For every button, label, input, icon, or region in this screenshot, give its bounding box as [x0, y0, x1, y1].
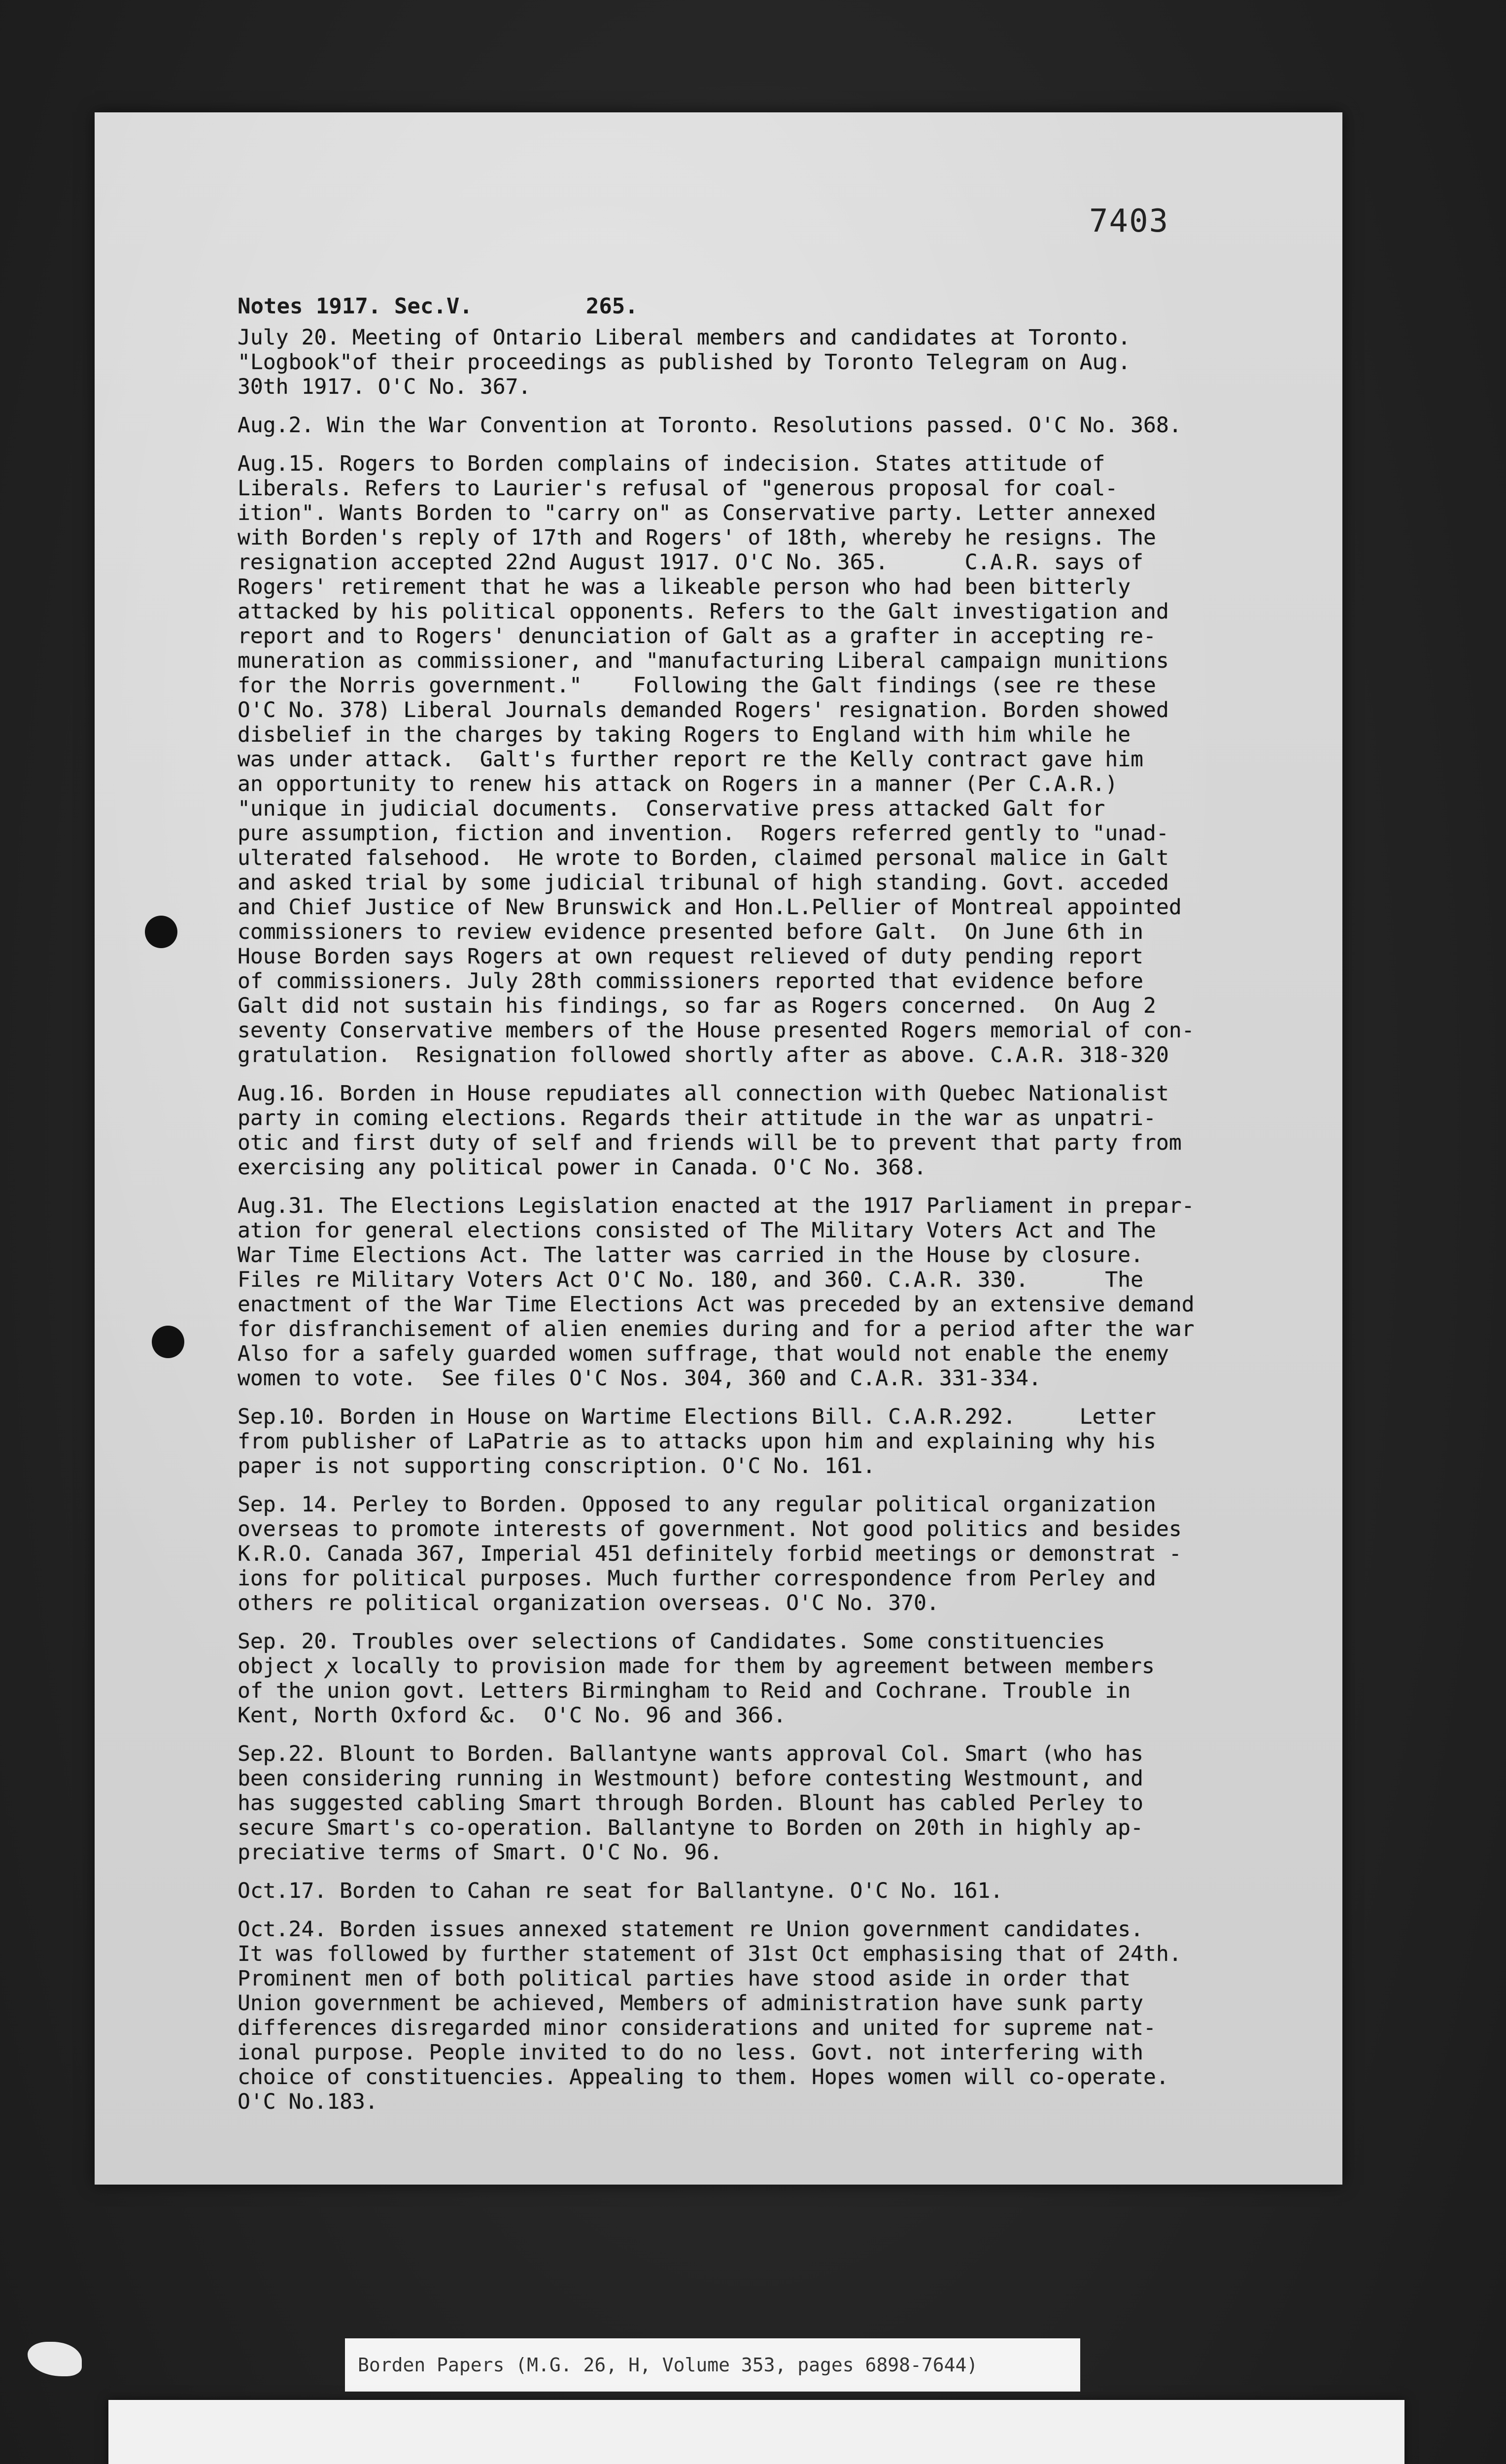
note-line: Sep. 14. Perley to Borden. Opposed to any regular political organization [238, 1492, 1156, 1517]
note-line: women to vote. See files O'C Nos. 304, 360 and C.A.R. 331-334. [238, 1366, 1041, 1391]
note-line: July 20. Meeting of Ontario Liberal members and candidates at Toronto. [238, 325, 1131, 350]
note-line: ions for political purposes. Much further correspondence from Perley and [238, 1566, 1156, 1591]
note-line: attacked by his political opponents. Refers to the Galt investigation and [238, 599, 1169, 624]
note-line: War Time Elections Act. The latter was carried in the House by closure. [238, 1243, 1144, 1267]
notes-body [238, 325, 1351, 2128]
note-line: paper is not supporting conscription. O'C No. 161. [238, 1454, 876, 1478]
note-line: It was followed by further statement of 31st Oct emphasising that of 24th. [238, 1942, 1182, 1966]
note-entry [238, 1629, 1351, 1728]
note-line: Aug.31. The Elections Legislation enacted at the 1917 Parliament in prepar- [238, 1194, 1195, 1218]
note-line: Also for a safely guarded women suffrage, that would not enable the enemy [238, 1341, 1169, 1366]
note-line: secure Smart's co-operation. Ballantyne to Borden on 20th in highly ap- [238, 1815, 1144, 1840]
collection-label: Borden Papers (M.G. 26, H, Volume 353, pages 6898-7644) [345, 2338, 1080, 2392]
note-line: of commissioners. July 28th commissioners reported that evidence before [238, 969, 1144, 993]
note-entry [238, 1081, 1351, 1180]
note-line: exercising any political power in Canada. O'C No. 368. [238, 1155, 926, 1180]
note-line: from publisher of LaPatrie as to attacks upon him and explaining why his [238, 1429, 1156, 1454]
note-line: Kent, North Oxford &c. O'C No. 96 and 366. [238, 1703, 787, 1728]
note-line: differences disregarded minor considerations and united for supreme nat- [238, 2016, 1156, 2040]
heading-number: 265. [585, 294, 638, 319]
note-line: has suggested cabling Smart through Borden. Blount has cabled Perley to [238, 1791, 1144, 1815]
note-line: enactment of the War Time Elections Act was preceded by an extensive demand [238, 1292, 1195, 1317]
heading-title: Notes 1917. Sec.V. [238, 294, 473, 319]
note-line: with Borden's reply of 17th and Rogers' of 18th, whereby he resigns. The [238, 525, 1156, 550]
note-line: Sep.22. Blount to Borden. Ballantyne wants approval Col. Smart (who has [238, 1742, 1144, 1766]
note-entry [238, 1879, 1351, 1903]
note-line: Rogers' retirement that he was a likeable person who had been bitterly [238, 575, 1131, 599]
note-line: Aug.15. Rogers to Borden complains of indecision. States attitude of [238, 451, 1105, 476]
note-line: and asked trial by some judicial tribunal of high standing. Govt. acceded [238, 870, 1169, 895]
note-line: disbelief in the charges by taking Rogers to England with him while he [238, 722, 1131, 747]
note-line: ation for general elections consisted of The Military Voters Act and The [238, 1218, 1156, 1243]
note-line: object ꭗ locally to provision made for them by agreement between members [238, 1654, 1155, 1678]
note-line: resignation accepted 22nd August 1917. O'C No. 365. C.A.R. says of [238, 550, 1144, 575]
note-line: Prominent men of both political parties have stood aside in order that [238, 1966, 1131, 1991]
note-line: "Logbook"of their proceedings as published by Toronto Telegram on Aug. [238, 350, 1131, 375]
note-line: K.R.O. Canada 367, Imperial 451 definitely forbid meetings or demonstrat - [238, 1541, 1182, 1566]
note-entry [238, 1404, 1351, 1478]
note-entry [238, 1194, 1351, 1391]
note-line: Union government be achieved, Members of administration have sunk party [238, 1991, 1144, 2016]
note-line: O'C No. 378) Liberal Journals demanded Rogers' resignation. Borden showed [238, 698, 1169, 722]
note-line: for the Norris government." Following the Galt findings (see re these [238, 673, 1156, 698]
note-line: "unique in judicial documents. Conservative press attacked Galt for [238, 796, 1105, 821]
note-line: ition". Wants Borden to "carry on" as Conservative party. Letter annexed [238, 501, 1156, 525]
archives-card [108, 2400, 1404, 2464]
note-line: Oct.24. Borden issues annexed statement re Union government candidates. [238, 1917, 1144, 1942]
note-line: 30th 1917. O'C No. 367. [238, 375, 531, 399]
note-line: gratulation. Resignation followed shortly after as above. C.A.R. 318-320 [238, 1043, 1169, 1067]
note-line: Aug.16. Borden in House repudiates all connection with Quebec Nationalist [238, 1081, 1169, 1106]
note-line: seventy Conservative members of the House presented Rogers memorial of con- [238, 1018, 1195, 1043]
note-entry [238, 1492, 1351, 1615]
note-line: O'C No.183. [238, 2089, 378, 2114]
note-line: muneration as commissioner, and "manufacturing Liberal campaign munitions [238, 649, 1169, 673]
note-entry [238, 1917, 1351, 2114]
note-line: and Chief Justice of New Brunswick and Hon.L.Pellier of Montreal appointed [238, 895, 1182, 920]
note-line: otic and first duty of self and friends will be to prevent that party from [238, 1130, 1182, 1155]
note-line: Galt did not sustain his findings, so far as Rogers concerned. On Aug 2 [238, 993, 1156, 1018]
note-line: Aug.2. Win the War Convention at Toronto. Resolutions passed. O'C No. 368. [238, 413, 1182, 438]
note-line: others re political organization overseas. O'C No. 370. [238, 1591, 939, 1615]
note-line: Oct.17. Borden to Cahan re seat for Ballantyne. O'C No. 161. [238, 1879, 1003, 1903]
punch-hole-bottom [152, 1326, 184, 1358]
note-entry [238, 451, 1351, 1067]
page-number: 7403 [1089, 203, 1169, 240]
note-line: overseas to promote interests of government. Not good politics and besides [238, 1517, 1182, 1541]
note-line: Liberals. Refers to Laurier's refusal of "generous proposal for coal- [238, 476, 1118, 501]
note-entry [238, 1742, 1351, 1865]
note-entry [238, 325, 1351, 399]
note-line: been considering running in Westmount) before contesting Westmount, and [238, 1766, 1144, 1791]
note-line: Files re Military Voters Act O'C No. 180, and 360. C.A.R. 330. The [238, 1267, 1144, 1292]
note-line: of the union govt. Letters Birmingham to Reid and Cochrane. Trouble in [238, 1678, 1131, 1703]
note-entry [238, 413, 1351, 438]
punch-hole-top [145, 916, 177, 948]
note-line: report and to Rogers' denunciation of Galt as a grafter in accepting re- [238, 624, 1156, 649]
note-line: party in coming elections. Regards their attitude in the war as unpatri- [238, 1106, 1156, 1130]
note-line: ulterated falsehood. He wrote to Borden, claimed personal malice in Galt [238, 846, 1169, 870]
note-line: commissioners to review evidence presented before Galt. On June 6th in [238, 920, 1144, 944]
note-line: preciative terms of Smart. O'C No. 96. [238, 1840, 722, 1865]
note-line: was under attack. Galt's further report re the Kelly contract gave him [238, 747, 1144, 772]
note-line: Sep.10. Borden in House on Wartime Elections Bill. C.A.R.292. Letter [238, 1404, 1156, 1429]
note-line: Sep. 20. Troubles over selections of Candidates. Some constituencies [238, 1629, 1105, 1654]
notes-heading [238, 294, 638, 319]
note-line: choice of constituencies. Appealing to them. Hopes women will co-operate. [238, 2065, 1169, 2089]
note-line: an opportunity to renew his attack on Rogers in a manner (Per C.A.R.) [238, 772, 1118, 796]
note-line: pure assumption, fiction and invention. Rogers referred gently to "unad- [238, 821, 1169, 846]
note-line: House Borden says Rogers at own request relieved of duty pending report [238, 944, 1144, 969]
note-line: for disfranchisement of alien enemies during and for a period after the war [238, 1317, 1195, 1341]
note-line: ional purpose. People invited to do no less. Govt. not interfering with [238, 2040, 1144, 2065]
